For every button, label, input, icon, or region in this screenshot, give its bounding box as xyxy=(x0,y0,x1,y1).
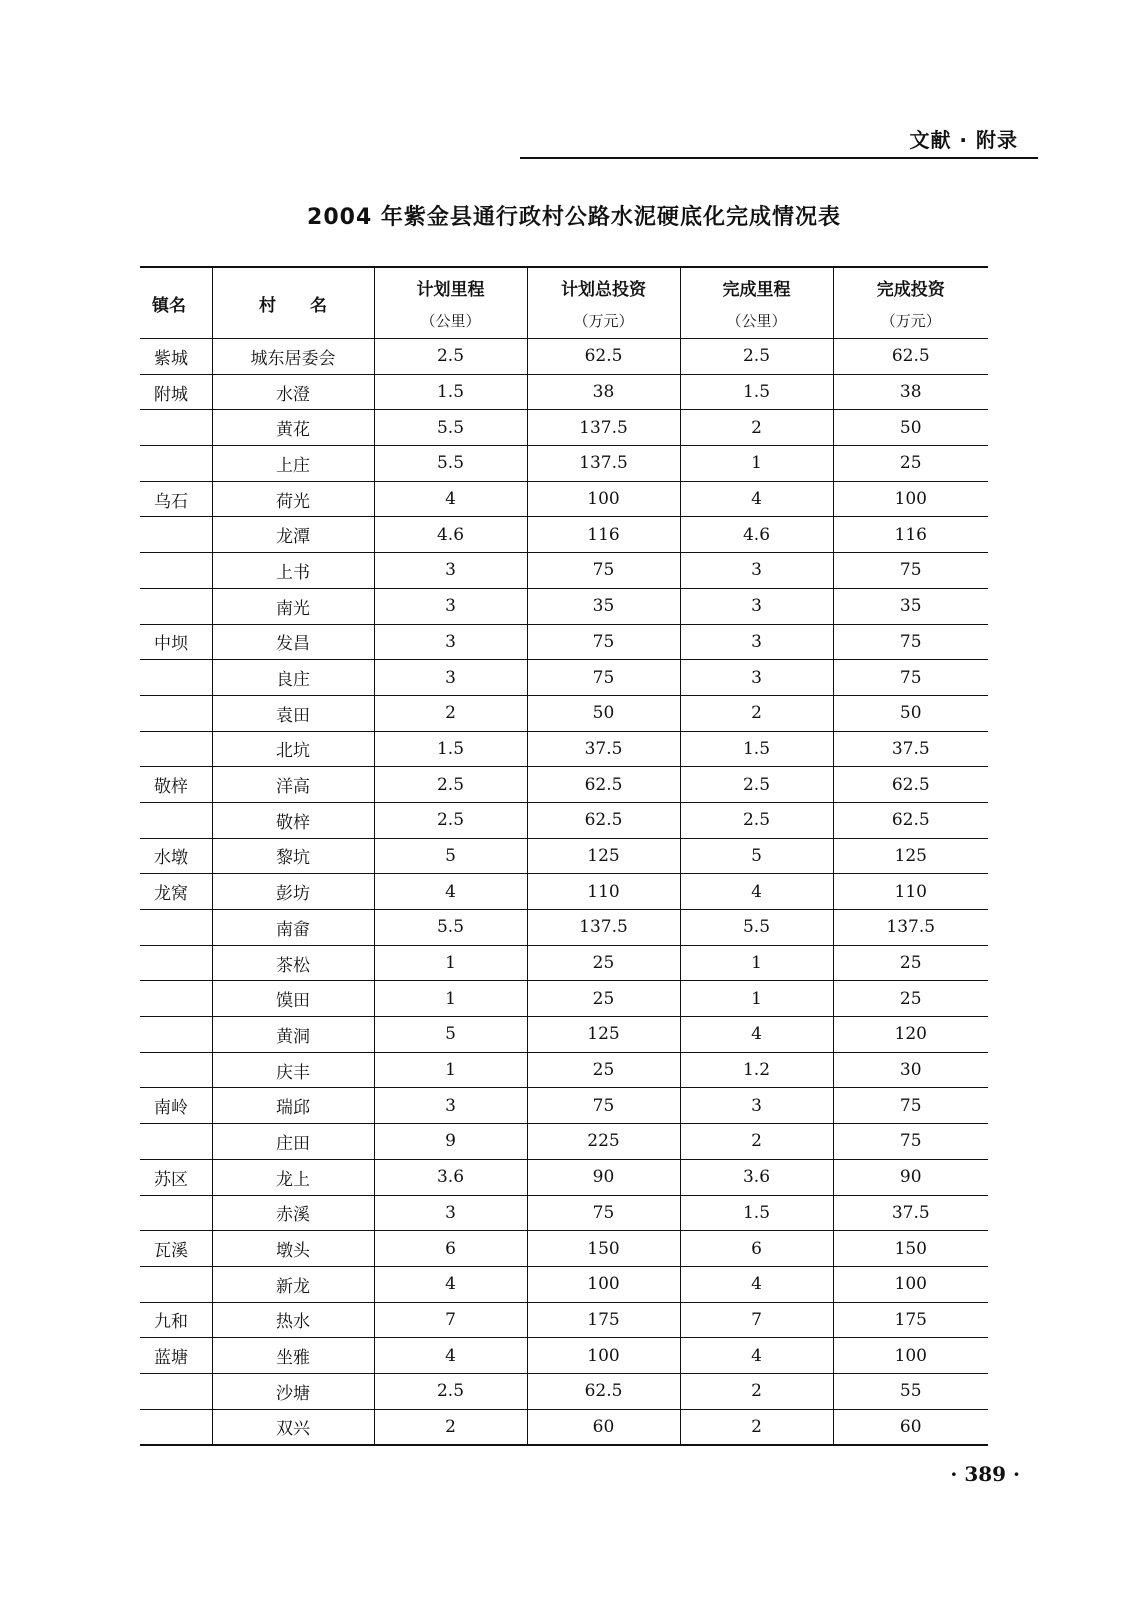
column-header-village xyxy=(212,267,374,339)
planned-length-cell: 2.5 xyxy=(374,767,527,803)
completed-investment-cell: 150 xyxy=(833,1231,988,1267)
completed-length-cell: 4 xyxy=(680,1338,833,1374)
completed-investment-cell: 30 xyxy=(833,1052,988,1088)
completed-length-cell: 6 xyxy=(680,1231,833,1267)
planned-length-cell: 1.5 xyxy=(374,731,527,767)
planned-length-cell: 3 xyxy=(374,624,527,660)
town-cell: 龙窝 xyxy=(140,874,212,910)
completed-length-cell: 4 xyxy=(680,874,833,910)
table-row xyxy=(140,981,988,1017)
planned-length-cell: 3 xyxy=(374,553,527,589)
planned-investment-cell: 75 xyxy=(527,660,680,696)
completed-length-cell: 3 xyxy=(680,660,833,696)
planned-investment-cell: 125 xyxy=(527,1017,680,1053)
village-cell: 黎坑 xyxy=(212,838,374,874)
table-row xyxy=(140,1017,988,1053)
completed-investment-cell: 25 xyxy=(833,981,988,1017)
completed-investment-cell: 100 xyxy=(833,1266,988,1302)
planned-investment-cell: 60 xyxy=(527,1409,680,1445)
completed-investment-cell: 100 xyxy=(833,481,988,517)
completed-length-cell: 1.2 xyxy=(680,1052,833,1088)
planned-length-cell: 3 xyxy=(374,1195,527,1231)
table-row xyxy=(140,410,988,446)
completed-length-cell: 3 xyxy=(680,553,833,589)
completed-length-cell: 1.5 xyxy=(680,374,833,410)
planned-length-cell: 3.6 xyxy=(374,1159,527,1195)
table-row xyxy=(140,1159,988,1195)
town-cell xyxy=(140,517,212,553)
village-cell: 庆丰 xyxy=(212,1052,374,1088)
town-cell xyxy=(140,1373,212,1409)
completed-investment-cell: 110 xyxy=(833,874,988,910)
planned-length-cell: 1 xyxy=(374,1052,527,1088)
completed-investment-cell: 75 xyxy=(833,1124,988,1160)
planned-length-cell: 4 xyxy=(374,1338,527,1374)
table-title: 2004 年紫金县通行政村公路水泥硬底化完成情况表 xyxy=(307,205,841,230)
planned-length-cell: 4.6 xyxy=(374,517,527,553)
table-row xyxy=(140,767,988,803)
town-cell: 附城 xyxy=(140,374,212,410)
planned-investment-cell: 62.5 xyxy=(527,802,680,838)
completed-length-cell: 2.5 xyxy=(680,767,833,803)
data-table xyxy=(140,266,988,1446)
village-cell: 双兴 xyxy=(212,1409,374,1445)
table-row xyxy=(140,695,988,731)
planned-length-cell: 4 xyxy=(374,481,527,517)
completed-investment-cell: 37.5 xyxy=(833,731,988,767)
column-header-completed-length xyxy=(680,267,833,339)
town-cell: 中坝 xyxy=(140,624,212,660)
town-cell xyxy=(140,1052,212,1088)
planned-length-cell: 2.5 xyxy=(374,802,527,838)
town-cell xyxy=(140,695,212,731)
village-cell: 上书 xyxy=(212,553,374,589)
village-cell: 敬梓 xyxy=(212,802,374,838)
planned-length-cell: 5.5 xyxy=(374,910,527,946)
planned-investment-cell: 137.5 xyxy=(527,446,680,482)
village-cell: 赤溪 xyxy=(212,1195,374,1231)
village-cell: 庄田 xyxy=(212,1124,374,1160)
planned-length-cell: 2.5 xyxy=(374,1373,527,1409)
column-header-completed-investment xyxy=(833,267,988,339)
completed-investment-cell: 62.5 xyxy=(833,339,988,375)
planned-length-cell: 2 xyxy=(374,695,527,731)
planned-length-cell: 2 xyxy=(374,1409,527,1445)
table-row xyxy=(140,553,988,589)
planned-length-cell: 6 xyxy=(374,1231,527,1267)
village-cell: 南畲 xyxy=(212,910,374,946)
town-cell: 九和 xyxy=(140,1302,212,1338)
column-header-town xyxy=(140,267,212,339)
village-cell: 黄洞 xyxy=(212,1017,374,1053)
planned-investment-cell: 137.5 xyxy=(527,910,680,946)
table-body xyxy=(140,339,988,1446)
planned-investment-cell: 116 xyxy=(527,517,680,553)
planned-investment-cell: 25 xyxy=(527,945,680,981)
planned-investment-cell: 37.5 xyxy=(527,731,680,767)
town-cell: 苏区 xyxy=(140,1159,212,1195)
planned-investment-cell: 90 xyxy=(527,1159,680,1195)
table-row xyxy=(140,1302,988,1338)
completed-investment-cell: 62.5 xyxy=(833,767,988,803)
completed-investment-cell: 90 xyxy=(833,1159,988,1195)
planned-length-cell: 3 xyxy=(374,660,527,696)
planned-investment-cell: 62.5 xyxy=(527,1373,680,1409)
planned-investment-cell: 25 xyxy=(527,1052,680,1088)
town-cell: 南岭 xyxy=(140,1088,212,1124)
table-row xyxy=(140,802,988,838)
town-cell xyxy=(140,945,212,981)
completed-investment-cell: 75 xyxy=(833,1088,988,1124)
planned-length-cell: 4 xyxy=(374,1266,527,1302)
planned-investment-cell: 137.5 xyxy=(527,410,680,446)
column-header-label: 镇名 xyxy=(152,295,186,316)
town-cell xyxy=(140,446,212,482)
table-row xyxy=(140,1338,988,1374)
village-cell: 新龙 xyxy=(212,1266,374,1302)
completed-investment-cell: 62.5 xyxy=(833,802,988,838)
column-header-planned-investment xyxy=(527,267,680,339)
completed-length-cell: 3.6 xyxy=(680,1159,833,1195)
town-cell xyxy=(140,802,212,838)
planned-length-cell: 5.5 xyxy=(374,410,527,446)
table-row xyxy=(140,481,988,517)
table-row xyxy=(140,874,988,910)
town-cell xyxy=(140,910,212,946)
table-row xyxy=(140,517,988,553)
town-cell xyxy=(140,981,212,1017)
village-cell: 水澄 xyxy=(212,374,374,410)
column-header-planned-length xyxy=(374,267,527,339)
planned-investment-cell: 75 xyxy=(527,553,680,589)
completed-length-cell: 7 xyxy=(680,1302,833,1338)
town-cell xyxy=(140,1195,212,1231)
village-cell: 城东居委会 xyxy=(212,339,374,375)
village-cell: 墩头 xyxy=(212,1231,374,1267)
village-cell: 彭坊 xyxy=(212,874,374,910)
town-cell xyxy=(140,410,212,446)
completed-investment-cell: 125 xyxy=(833,838,988,874)
planned-length-cell: 2.5 xyxy=(374,339,527,375)
town-cell: 蓝塘 xyxy=(140,1338,212,1374)
completed-length-cell: 2 xyxy=(680,1373,833,1409)
table-row xyxy=(140,624,988,660)
completed-length-cell: 5 xyxy=(680,838,833,874)
planned-length-cell: 1.5 xyxy=(374,374,527,410)
table-row xyxy=(140,1373,988,1409)
village-cell: 上庄 xyxy=(212,446,374,482)
village-cell: 良庄 xyxy=(212,660,374,696)
town-cell: 乌石 xyxy=(140,481,212,517)
town-cell xyxy=(140,1124,212,1160)
planned-length-cell: 7 xyxy=(374,1302,527,1338)
completed-length-cell: 4 xyxy=(680,481,833,517)
planned-investment-cell: 100 xyxy=(527,481,680,517)
completed-length-cell: 1 xyxy=(680,981,833,1017)
completed-investment-cell: 116 xyxy=(833,517,988,553)
village-cell: 茶松 xyxy=(212,945,374,981)
village-cell: 瑞邱 xyxy=(212,1088,374,1124)
planned-investment-cell: 62.5 xyxy=(527,339,680,375)
table-row xyxy=(140,660,988,696)
table-row xyxy=(140,1052,988,1088)
header-rule xyxy=(520,157,1038,159)
planned-investment-cell: 35 xyxy=(527,588,680,624)
completed-investment-cell: 38 xyxy=(833,374,988,410)
village-cell: 南光 xyxy=(212,588,374,624)
village-cell: 荷光 xyxy=(212,481,374,517)
completed-investment-cell: 50 xyxy=(833,410,988,446)
table-header-row xyxy=(140,267,988,339)
town-cell xyxy=(140,553,212,589)
planned-investment-cell: 62.5 xyxy=(527,767,680,803)
column-header-unit: （公里） xyxy=(726,312,787,330)
completed-investment-cell: 50 xyxy=(833,695,988,731)
village-cell: 沙塘 xyxy=(212,1373,374,1409)
table-row xyxy=(140,838,988,874)
completed-length-cell: 2 xyxy=(680,410,833,446)
table-row xyxy=(140,1195,988,1231)
town-cell: 瓦溪 xyxy=(140,1231,212,1267)
completed-length-cell: 2.5 xyxy=(680,802,833,838)
completed-length-cell: 5.5 xyxy=(680,910,833,946)
town-cell xyxy=(140,1409,212,1445)
table-row xyxy=(140,945,988,981)
completed-length-cell: 3 xyxy=(680,1088,833,1124)
table-row xyxy=(140,910,988,946)
completed-investment-cell: 175 xyxy=(833,1302,988,1338)
village-cell: 热水 xyxy=(212,1302,374,1338)
planned-investment-cell: 100 xyxy=(527,1266,680,1302)
completed-investment-cell: 25 xyxy=(833,945,988,981)
completed-length-cell: 2 xyxy=(680,695,833,731)
town-cell xyxy=(140,588,212,624)
town-cell: 水墩 xyxy=(140,838,212,874)
planned-investment-cell: 25 xyxy=(527,981,680,1017)
column-header-label: 计划里程 xyxy=(416,280,485,300)
column-header-unit: （万元） xyxy=(880,312,941,330)
completed-length-cell: 2 xyxy=(680,1409,833,1445)
completed-length-cell: 4 xyxy=(680,1266,833,1302)
completed-investment-cell: 55 xyxy=(833,1373,988,1409)
completed-investment-cell: 120 xyxy=(833,1017,988,1053)
column-header-label: 完成投资 xyxy=(876,280,945,300)
village-cell: 发昌 xyxy=(212,624,374,660)
completed-investment-cell: 35 xyxy=(833,588,988,624)
page-number: · 389 · xyxy=(950,1462,1020,1486)
town-cell: 紫城 xyxy=(140,339,212,375)
planned-investment-cell: 38 xyxy=(527,374,680,410)
town-cell xyxy=(140,1266,212,1302)
table-row xyxy=(140,1409,988,1445)
completed-length-cell: 1.5 xyxy=(680,731,833,767)
completed-length-cell: 3 xyxy=(680,588,833,624)
completed-investment-cell: 75 xyxy=(833,624,988,660)
town-cell: 敬梓 xyxy=(140,767,212,803)
completed-investment-cell: 60 xyxy=(833,1409,988,1445)
planned-length-cell: 5.5 xyxy=(374,446,527,482)
column-header-unit: （万元） xyxy=(573,312,634,330)
village-cell: 北坑 xyxy=(212,731,374,767)
table-row xyxy=(140,1124,988,1160)
planned-length-cell: 5 xyxy=(374,1017,527,1053)
table-row xyxy=(140,446,988,482)
planned-length-cell: 1 xyxy=(374,945,527,981)
completed-investment-cell: 100 xyxy=(833,1338,988,1374)
completed-investment-cell: 25 xyxy=(833,446,988,482)
village-cell: 龙潭 xyxy=(212,517,374,553)
village-cell: 洋高 xyxy=(212,767,374,803)
planned-investment-cell: 100 xyxy=(527,1338,680,1374)
table-row xyxy=(140,588,988,624)
column-header-label: 村 名 xyxy=(259,295,327,316)
planned-investment-cell: 125 xyxy=(527,838,680,874)
planned-length-cell: 9 xyxy=(374,1124,527,1160)
completed-length-cell: 4.6 xyxy=(680,517,833,553)
planned-investment-cell: 110 xyxy=(527,874,680,910)
completed-investment-cell: 75 xyxy=(833,553,988,589)
table-row xyxy=(140,1231,988,1267)
completed-length-cell: 1 xyxy=(680,945,833,981)
planned-length-cell: 3 xyxy=(374,1088,527,1124)
column-header-unit: （公里） xyxy=(420,312,481,330)
planned-investment-cell: 175 xyxy=(527,1302,680,1338)
completed-investment-cell: 75 xyxy=(833,660,988,696)
table-row xyxy=(140,731,988,767)
village-cell: 坐雅 xyxy=(212,1338,374,1374)
completed-investment-cell: 37.5 xyxy=(833,1195,988,1231)
completed-length-cell: 1.5 xyxy=(680,1195,833,1231)
column-header-label: 计划总投资 xyxy=(561,280,646,300)
planned-investment-cell: 150 xyxy=(527,1231,680,1267)
town-cell xyxy=(140,731,212,767)
village-cell: 龙上 xyxy=(212,1159,374,1195)
village-cell: 袁田 xyxy=(212,695,374,731)
table-row xyxy=(140,1266,988,1302)
village-cell: 黄花 xyxy=(212,410,374,446)
planned-length-cell: 4 xyxy=(374,874,527,910)
town-cell xyxy=(140,660,212,696)
planned-length-cell: 1 xyxy=(374,981,527,1017)
column-header-label: 完成里程 xyxy=(722,280,791,300)
section-header: 文献 · 附录 xyxy=(909,128,1018,152)
completed-length-cell: 2.5 xyxy=(680,339,833,375)
table-row xyxy=(140,339,988,375)
planned-investment-cell: 75 xyxy=(527,624,680,660)
planned-length-cell: 3 xyxy=(374,588,527,624)
planned-investment-cell: 50 xyxy=(527,695,680,731)
planned-investment-cell: 225 xyxy=(527,1124,680,1160)
planned-investment-cell: 75 xyxy=(527,1088,680,1124)
completed-length-cell: 1 xyxy=(680,446,833,482)
table-row xyxy=(140,1088,988,1124)
planned-length-cell: 5 xyxy=(374,838,527,874)
town-cell xyxy=(140,1017,212,1053)
completed-length-cell: 4 xyxy=(680,1017,833,1053)
completed-length-cell: 2 xyxy=(680,1124,833,1160)
completed-length-cell: 3 xyxy=(680,624,833,660)
planned-investment-cell: 75 xyxy=(527,1195,680,1231)
table-row xyxy=(140,374,988,410)
completed-investment-cell: 137.5 xyxy=(833,910,988,946)
village-cell: 馍田 xyxy=(212,981,374,1017)
